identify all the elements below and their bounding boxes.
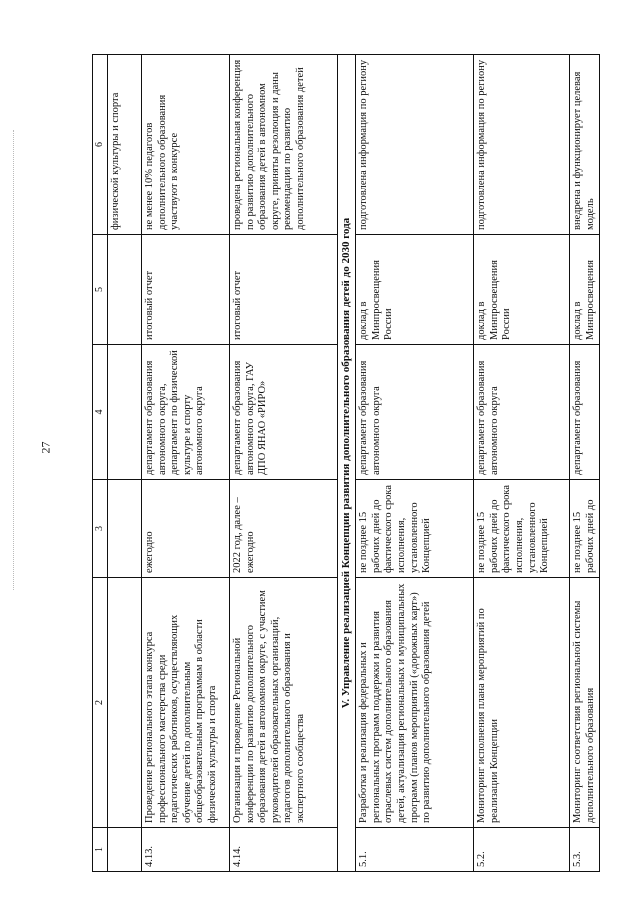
cell-task: Мониторинг соответствия региональной системы дополнительного образования — [570, 578, 600, 828]
rotated-page-content — [92, 55, 595, 872]
header-row — [93, 55, 108, 872]
page-number: 27 — [38, 441, 53, 454]
section-title: V. Управление реализацией Концепции развития дополнительного образования детей до 2030 года — [338, 55, 356, 872]
cell-responsible: департамент образования автономного округа, департамент по физической культуре и спорту автономного округа — [142, 345, 230, 480]
cell-indicator: внедрена и функционирует целевая модель — [570, 55, 600, 235]
cell-term: не позднее 15 рабочих дней до — [570, 480, 600, 578]
cell-term: не позднее 15 рабочих дней до фактического срока исполнения, установленного Концепцией — [474, 480, 570, 578]
header-col-5: 5 — [93, 235, 108, 345]
table-row — [108, 55, 142, 872]
scan-margin-artifact — [13, 130, 16, 590]
header-col-2: 2 — [93, 578, 108, 828]
cell-result-type: итоговый отчет — [230, 235, 338, 345]
cell-result-type — [108, 235, 142, 345]
cell-num: 5.1. — [356, 828, 474, 872]
cell-num: 4.13. — [142, 828, 230, 872]
cell-term: 2022 год, далее – ежегодно — [230, 480, 338, 578]
cell-term: не позднее 15 рабочих дней до фактического срока исполнения, установленного Концепцией — [356, 480, 474, 578]
cell-task: Проведение регионального этапа конкурса профессионального мастерства среди педагогических работников, осуществляющих обучение детей по дополнительным общеобразовательным программам в области физической культуры и спорта — [142, 578, 230, 828]
cell-indicator: проведена региональная конференция по развитию дополнительного образования детей в автономном округе, приняты резолюция и даны рекомендации по развитию дополнительного образования детей — [230, 55, 338, 235]
cell-num: 5.2. — [474, 828, 570, 872]
cell-result-type: доклад в Минпросвещения России — [474, 235, 570, 345]
cell-task: Мониторинг исполнения плана мероприятий по реализации Концепции — [474, 578, 570, 828]
cell-responsible: департамент образования автономного округа — [474, 345, 570, 480]
cell-responsible — [108, 345, 142, 480]
cell-num — [108, 828, 142, 872]
concept-implementation-table — [92, 54, 600, 872]
cell-task: Организация и проведение Региональной конференции по развитию дополнительного образования детей в автономном округе, с участием руководителей образовательных организаций, педагогов дополнительного образования и экспертного сообщества — [230, 578, 338, 828]
header-col-6: 6 — [93, 55, 108, 235]
cell-num: 5.3. — [570, 828, 600, 872]
cell-indicator: подготовлена информация по региону — [474, 55, 570, 235]
cell-indicator: не менее 10% педагогов дополнительного образования участвуют в конкурсе — [142, 55, 230, 235]
cell-result-type: доклад в Минпросвещения России — [356, 235, 474, 345]
cell-task — [108, 578, 142, 828]
cell-term: ежегодно — [142, 480, 230, 578]
table-row — [142, 55, 230, 872]
table-row — [230, 55, 338, 872]
table-row — [356, 55, 474, 872]
cell-result-type: итоговый отчет — [142, 235, 230, 345]
section-title-row — [338, 55, 356, 872]
cell-term — [108, 480, 142, 578]
header-col-1: 1 — [93, 828, 108, 872]
header-col-3: 3 — [93, 480, 108, 578]
cell-task: Разработка и реализация федеральных и региональных программ поддержки и развития отраслевых систем дополнительного образования детей, актуализация региональных и муниципальных программ (планов мероприятий («дорожных карт») по развитию дополнительного образования детей — [356, 578, 474, 828]
cell-responsible: департамент образования автономного округа — [356, 345, 474, 480]
table-row — [474, 55, 570, 872]
table-row — [570, 55, 600, 872]
cell-result-type: доклад в Минпросвещения — [570, 235, 600, 345]
cell-responsible: департамент образования автономного округа, ГАУ ДПО ЯНАО «РИРО» — [230, 345, 338, 480]
header-col-4: 4 — [93, 345, 108, 480]
cell-responsible: департамент образования — [570, 345, 600, 480]
cell-indicator: физической культуры и спорта — [108, 55, 142, 235]
cell-num: 4.14. — [230, 828, 338, 872]
cell-indicator: подготовлена информация по региону — [356, 55, 474, 235]
